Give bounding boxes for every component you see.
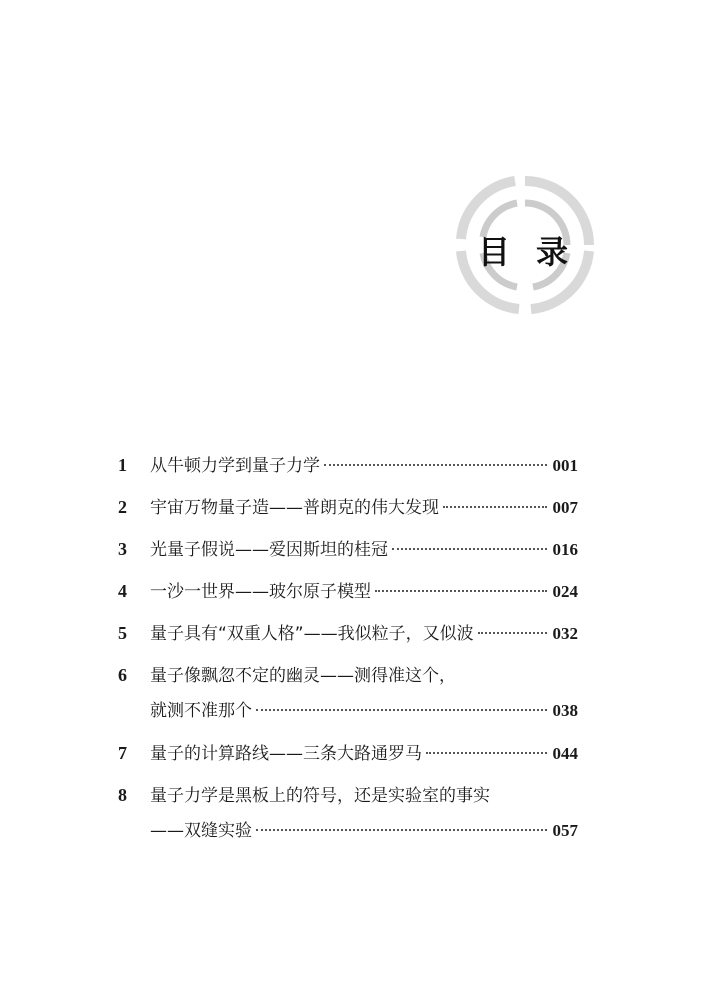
leader-dots <box>256 829 547 831</box>
toc-title: 一沙一世界——玻尔原子模型 <box>150 582 371 602</box>
toc-title: 从牛顿力学到量子力学 <box>150 456 320 476</box>
toc-number: 4 <box>118 581 127 601</box>
toc-entry-2[interactable] <box>118 494 578 520</box>
toc-title: 量子具有“双重人格”——我似粒子，又似波 <box>150 624 474 644</box>
toc-number: 2 <box>118 497 127 517</box>
toc-entry-1[interactable] <box>118 452 578 478</box>
toc-title-line-1: 量子力学是黑板上的符号，还是实验室的事实 <box>150 786 490 806</box>
toc-number: 3 <box>118 539 127 559</box>
toc-number: 5 <box>118 623 127 643</box>
title-char-1: 目 <box>478 233 511 271</box>
toc-title-line-2: 就测不准那个 <box>150 701 252 721</box>
leader-dots <box>375 590 547 592</box>
toc-page-number: 038 <box>552 701 578 720</box>
toc-title: 量子的计算路线——三条大路通罗马 <box>150 744 422 764</box>
leader-dots <box>443 506 547 508</box>
toc-entry-5[interactable] <box>118 620 578 646</box>
table-of-contents <box>118 452 578 844</box>
toc-page-number: 057 <box>552 821 578 840</box>
toc-number: 8 <box>118 785 127 805</box>
toc-entry-8[interactable] <box>118 782 578 844</box>
leader-dots <box>324 464 547 466</box>
toc-entry-4[interactable] <box>118 578 578 604</box>
leader-dots <box>392 548 547 550</box>
toc-number: 7 <box>118 743 127 763</box>
leader-dots <box>256 709 547 711</box>
toc-page-number: 007 <box>552 498 578 517</box>
toc-title: 宇宙万物量子造——普朗克的伟大发现 <box>150 498 439 518</box>
leader-dots <box>426 752 547 754</box>
toc-page-number: 032 <box>552 624 578 643</box>
toc-page-number: 044 <box>552 744 578 763</box>
toc-entry-6[interactable] <box>118 662 578 724</box>
toc-title: 光量子假说——爱因斯坦的桂冠 <box>150 540 388 560</box>
toc-number: 1 <box>118 455 127 475</box>
toc-title-line-2: ——双缝实验 <box>150 821 252 841</box>
toc-page-number: 016 <box>552 540 578 559</box>
leader-dots <box>478 632 547 634</box>
toc-number: 6 <box>118 665 127 685</box>
toc-page-number: 001 <box>552 456 578 475</box>
page-title <box>478 228 568 272</box>
title-char-2: 录 <box>536 233 569 271</box>
toc-title-line-1: 量子像飘忽不定的幽灵——测得准这个， <box>150 666 456 686</box>
toc-entry-7[interactable] <box>118 740 578 766</box>
toc-entry-3[interactable] <box>118 536 578 562</box>
toc-page-number: 024 <box>552 582 578 601</box>
